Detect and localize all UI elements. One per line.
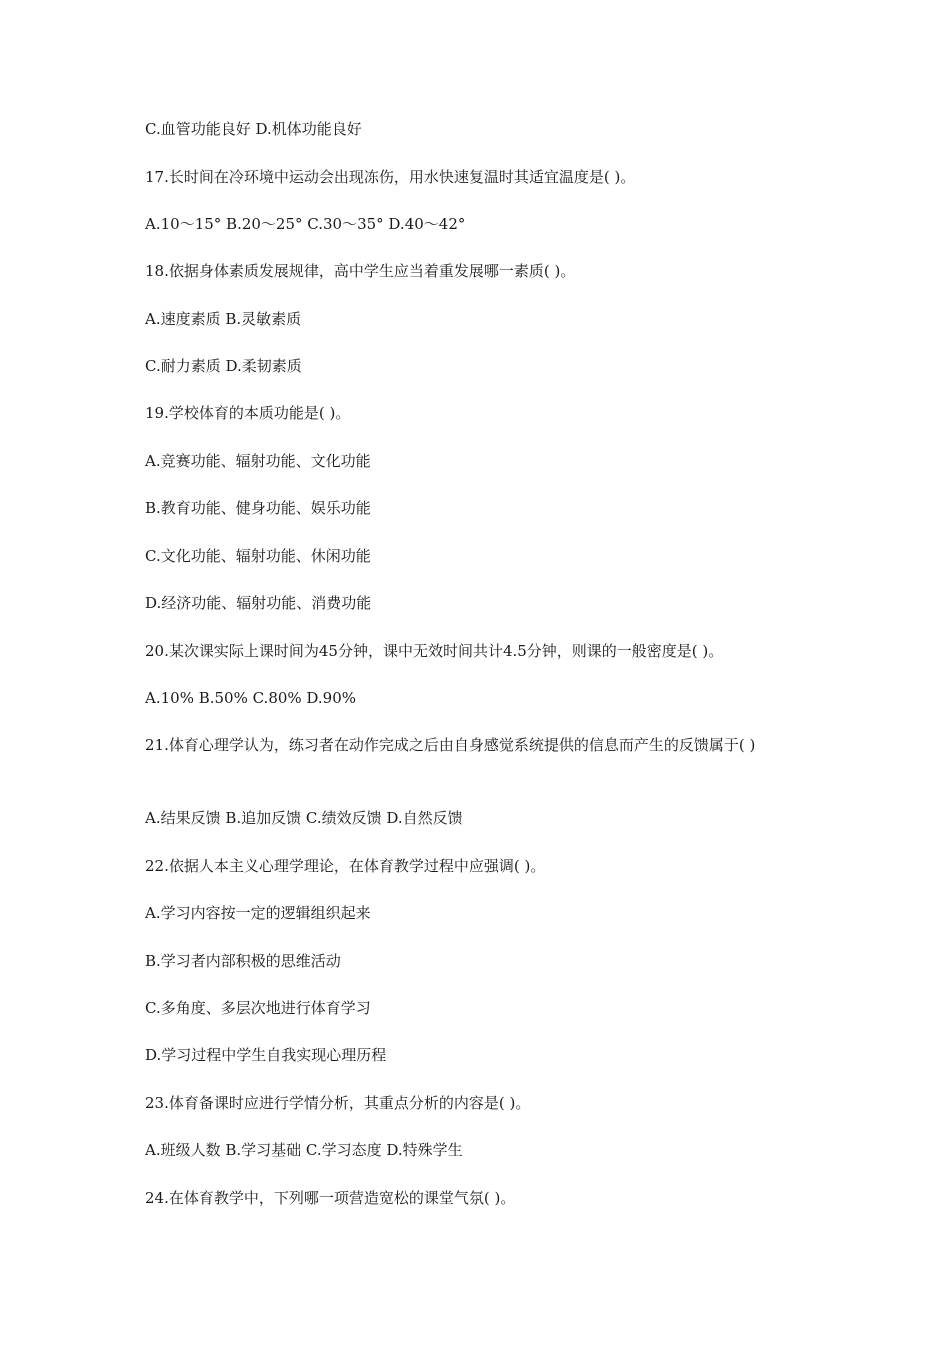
- option-q22-c: C.多角度、多层次地进行体育学习: [145, 999, 371, 1017]
- question-22: 22.依据人本主义心理学理论，在体育教学过程中应强调( )。: [145, 857, 546, 875]
- option-q19-d: D.经济功能、辐射功能、消费功能: [145, 594, 372, 612]
- option-line-q16-cd: C.血管功能良好 D.机体功能良好: [145, 120, 362, 138]
- question-20: 20.某次课实际上课时间为45分钟，课中无效时间共计4.5分钟，则课的一般密度是( )。: [145, 642, 724, 660]
- option-q22-a: A.学习内容按一定的逻辑组织起来: [145, 904, 371, 922]
- options-q18-ab: A.速度素质 B.灵敏素质: [145, 310, 302, 328]
- question-18: 18.依据身体素质发展规律，高中学生应当着重发展哪一素质( )。: [145, 262, 576, 280]
- question-19: 19.学校体育的本质功能是( )。: [145, 404, 351, 422]
- options-q23: A.班级人数 B.学习基础 C.学习态度 D.特殊学生: [145, 1141, 463, 1159]
- question-17: 17.长时间在冷环境中运动会出现冻伤，用水快速复温时其适宜温度是( )。: [145, 168, 636, 186]
- question-21: 21.体育心理学认为，练习者在动作完成之后由自身感觉系统提供的信息而产生的反馈属于( ): [145, 736, 756, 754]
- option-q22-b: B.学习者内部积极的思维活动: [145, 952, 341, 970]
- options-q21: A.结果反馈 B.追加反馈 C.绩效反馈 D.自然反馈: [145, 809, 463, 827]
- question-23: 23.体育备课时应进行学情分析，其重点分析的内容是( )。: [145, 1094, 531, 1112]
- option-q22-d: D.学习过程中学生自我实现心理历程: [145, 1046, 387, 1064]
- option-q19-a: A.竞赛功能、辐射功能、文化功能: [145, 452, 371, 470]
- options-q17: A.10～15° B.20～25° C.30～35° D.40～42°: [145, 215, 466, 233]
- options-q20: A.10% B.50% C.80% D.90%: [145, 689, 357, 707]
- option-q19-b: B.教育功能、健身功能、娱乐功能: [145, 499, 371, 517]
- options-q18-cd: C.耐力素质 D.柔韧素质: [145, 357, 302, 375]
- question-24: 24.在体育教学中，下列哪一项营造宽松的课堂气氛( )。: [145, 1189, 516, 1207]
- option-q19-c: C.文化功能、辐射功能、休闲功能: [145, 547, 371, 565]
